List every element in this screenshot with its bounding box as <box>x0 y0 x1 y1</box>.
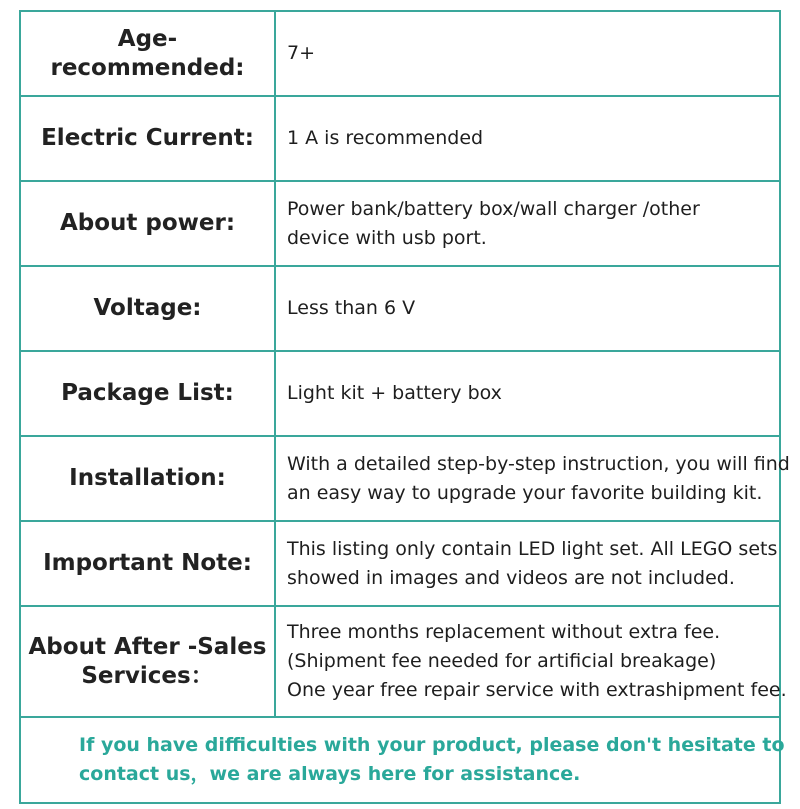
spec-value-line: an easy way to upgrade your favorite building kit. <box>287 481 763 504</box>
spec-label-age: Age-recommended: <box>20 11 275 96</box>
spec-value-line: 1 A is recommended <box>287 127 484 149</box>
spec-row-aftersales <box>20 606 780 717</box>
spec-row-power <box>20 181 780 266</box>
spec-label-voltage: Voltage: <box>20 266 275 351</box>
spec-value-line: Power bank/battery box/wall charger /other <box>287 197 700 220</box>
contact-message <box>20 717 785 803</box>
spec-value-line: device with usb port. <box>287 226 487 249</box>
spec-row-current <box>20 96 780 181</box>
spec-label-power: About power: <box>20 181 275 266</box>
spec-label-aftersales <box>20 606 275 717</box>
spec-label-current: Electric Current: <box>20 96 275 181</box>
spec-value-line: With a detailed step-by-step instruction, you will find <box>287 452 790 475</box>
spec-value-line: One year free repair service with extrashipment fee. <box>287 679 787 701</box>
spec-row-note <box>20 521 780 606</box>
spec-row-package <box>20 351 780 436</box>
spec-value-note <box>275 521 780 606</box>
spec-value-installation <box>275 436 790 521</box>
spec-value-line: Three months replacement without extra fee. <box>287 621 721 643</box>
spec-value-power <box>275 181 780 266</box>
spec-label-line: About After -Sales <box>28 633 267 660</box>
spec-label-note: Important Note: <box>20 521 275 606</box>
spec-row-age <box>20 11 780 96</box>
spec-value-aftersales <box>275 606 787 717</box>
footer-row <box>20 717 780 803</box>
spec-label-installation: Installation: <box>20 436 275 521</box>
spec-row-voltage <box>20 266 780 351</box>
spec-label-line: Services： <box>81 662 214 689</box>
contact-message-line: If you have difficulties with your product, please don't hesitate to <box>79 734 785 756</box>
spec-value-line: showed in images and videos are not included. <box>287 566 735 589</box>
contact-message-line: contact us，we are always here for assistance. <box>79 763 581 785</box>
spec-value-line: This listing only contain LED light set. All LEGO sets <box>287 537 778 560</box>
spec-value-line: Light kit + battery box <box>287 382 502 404</box>
spec-value-line: 7+ <box>287 42 316 64</box>
spec-value-voltage <box>275 266 780 351</box>
spec-value-age <box>275 11 780 96</box>
spec-value-line: Less than 6 V <box>287 297 416 319</box>
spec-value-package <box>275 351 780 436</box>
spec-row-installation <box>20 436 780 521</box>
spec-value-current <box>275 96 780 181</box>
spec-label-package: Package List: <box>20 351 275 436</box>
product-spec-table <box>19 10 790 804</box>
spec-value-line: (Shipment fee needed for artificial breakage) <box>287 650 717 672</box>
